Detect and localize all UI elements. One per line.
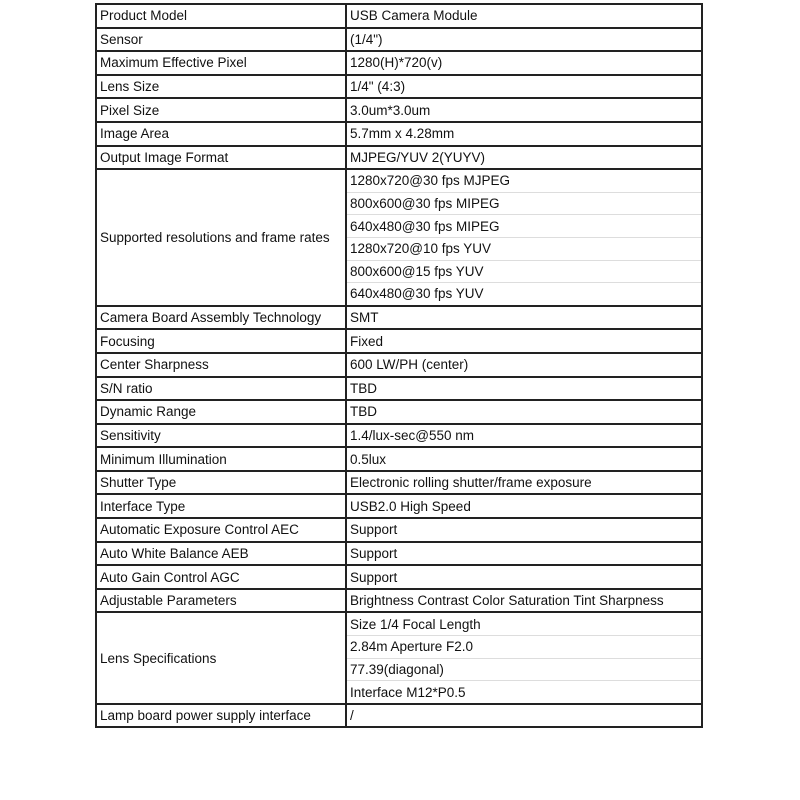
table-row	[96, 75, 702, 99]
table-row	[96, 4, 702, 28]
table-row	[96, 494, 702, 518]
spec-value: USB2.0 High Speed	[346, 494, 702, 518]
spec-label: Minimum Illumination	[96, 447, 346, 471]
table-row	[96, 306, 702, 330]
spec-label: Auto Gain Control AGC	[96, 565, 346, 589]
spec-value: 3.0um*3.0um	[346, 98, 702, 122]
spec-label: Lamp board power supply interface	[96, 704, 346, 728]
spec-value: 640x480@30 fps MIPEG	[346, 215, 702, 238]
spec-value: 640x480@30 fps YUV	[346, 283, 702, 306]
spec-value: 77.39(diagonal)	[346, 658, 702, 681]
spec-label: Automatic Exposure Control AEC	[96, 518, 346, 542]
spec-value: 1.4/lux-sec@550 nm	[346, 424, 702, 448]
table-row	[96, 612, 702, 635]
table-row	[96, 565, 702, 589]
table-row	[96, 146, 702, 170]
spec-value: Electronic rolling shutter/frame exposure	[346, 471, 702, 495]
table-row	[96, 447, 702, 471]
table-row	[96, 51, 702, 75]
spec-value: TBD	[346, 400, 702, 424]
spec-label: Sensitivity	[96, 424, 346, 448]
table-row	[96, 471, 702, 495]
spec-label: Interface Type	[96, 494, 346, 518]
spec-value: TBD	[346, 377, 702, 401]
spec-label: Camera Board Assembly Technology	[96, 306, 346, 330]
spec-label: S/N ratio	[96, 377, 346, 401]
spec-value: /	[346, 704, 702, 728]
spec-label: Image Area	[96, 122, 346, 146]
spec-label: Supported resolutions and frame rates	[96, 169, 346, 306]
spec-label: Focusing	[96, 329, 346, 353]
table-row	[96, 377, 702, 401]
spec-value: MJPEG/YUV 2(YUYV)	[346, 146, 702, 170]
spec-label: Dynamic Range	[96, 400, 346, 424]
spec-label: Pixel Size	[96, 98, 346, 122]
table-row	[96, 400, 702, 424]
spec-label: Product Model	[96, 4, 346, 28]
table-row	[96, 98, 702, 122]
spec-value: 1280x720@30 fps MJPEG	[346, 169, 702, 192]
spec-value: Brightness Contrast Color Saturation Tint Sharpness	[346, 589, 702, 613]
spec-label: Auto White Balance AEB	[96, 542, 346, 566]
spec-value: 800x600@15 fps YUV	[346, 260, 702, 283]
spec-label: Center Sharpness	[96, 353, 346, 377]
spec-value: Size 1/4 Focal Length	[346, 612, 702, 635]
spec-value: SMT	[346, 306, 702, 330]
spec-value: Fixed	[346, 329, 702, 353]
spec-value: 0.5lux	[346, 447, 702, 471]
table-row	[96, 424, 702, 448]
table-row	[96, 518, 702, 542]
table-row	[96, 353, 702, 377]
spec-label: Lens Size	[96, 75, 346, 99]
spec-value: Interface M12*P0.5	[346, 681, 702, 704]
spec-table	[95, 3, 703, 728]
table-row	[96, 329, 702, 353]
spec-value: Support	[346, 565, 702, 589]
spec-value: USB Camera Module	[346, 4, 702, 28]
table-row	[96, 542, 702, 566]
spec-value: 2.84m Aperture F2.0	[346, 636, 702, 659]
table-row	[96, 169, 702, 192]
spec-label: Adjustable Parameters	[96, 589, 346, 613]
spec-value: 5.7mm x 4.28mm	[346, 122, 702, 146]
spec-value: Support	[346, 542, 702, 566]
spec-value: 800x600@30 fps MIPEG	[346, 192, 702, 215]
table-row	[96, 704, 702, 728]
spec-value: 1280x720@10 fps YUV	[346, 237, 702, 260]
spec-value: (1/4")	[346, 28, 702, 52]
spec-value: 1280(H)*720(v)	[346, 51, 702, 75]
spec-label: Shutter Type	[96, 471, 346, 495]
spec-label: Sensor	[96, 28, 346, 52]
table-row	[96, 122, 702, 146]
spec-value: Support	[346, 518, 702, 542]
table-row	[96, 28, 702, 52]
spec-label: Output Image Format	[96, 146, 346, 170]
spec-value: 600 LW/PH (center)	[346, 353, 702, 377]
spec-value: 1/4" (4:3)	[346, 75, 702, 99]
spec-label: Lens Specifications	[96, 612, 346, 703]
spec-label: Maximum Effective Pixel	[96, 51, 346, 75]
table-row	[96, 589, 702, 613]
